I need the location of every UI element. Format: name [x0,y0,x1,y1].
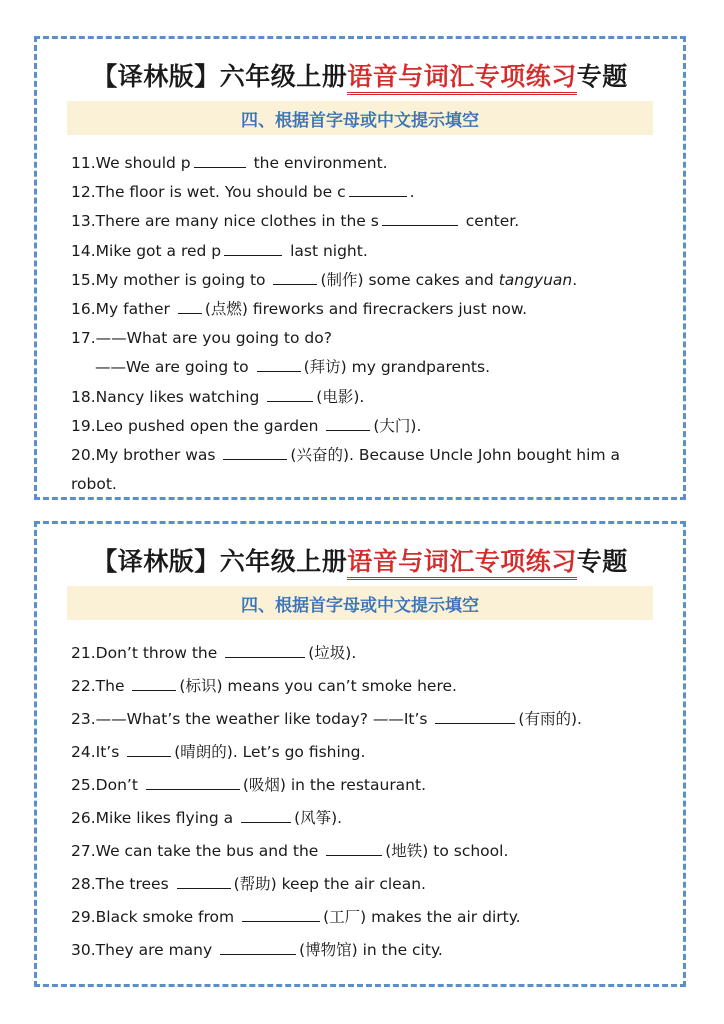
title-highlight: 语音与词汇专项练习 [347,62,577,95]
answer-blank[interactable] [435,708,515,724]
question-29: 29.Black smoke from (工厂) makes the air dirty. [71,908,521,926]
section-banner: 四、根据首字母或中文提示填空 [67,586,653,620]
question-23: 23.——What’s the weather like today? ——It’s (有雨的). [71,710,582,728]
question-26: 26.Mike likes flying a (风筝). [71,809,343,827]
title-highlight: 语音与词汇专项练习 [347,547,577,580]
answer-blank[interactable] [224,240,282,256]
question-28: 28.The trees (帮助) keep the air clean. [71,875,426,893]
worksheet-card-1 [34,36,686,500]
question-20-continued: robot. [71,475,117,494]
answer-blank[interactable] [225,642,305,658]
title-prefix: 【译林版】六年级上册 [92,547,348,576]
question-14: 14.Mike got a red p last night. [71,241,368,260]
answer-blank[interactable] [326,415,370,431]
question-list [71,637,653,967]
answer-blank[interactable] [241,807,291,823]
answer-blank[interactable] [242,906,320,922]
answer-blank[interactable] [220,939,296,955]
question-16: 16.My father (点燃) fireworks and firecrackers just now. [71,299,528,318]
question-11: 11.We should p the environment. [71,154,388,172]
answer-blank[interactable] [267,386,313,402]
answer-blank[interactable] [349,181,407,197]
question-13: 13.There are many nice clothes in the s center. [71,212,520,231]
question-24: 24.It’s (晴朗的). Let’s go fishing. [71,743,366,761]
question-12: 12.The floor is wet. You should be c . [71,183,415,202]
question-22: 22.The (标识) means you can’t smoke here. [71,677,457,695]
question-21: 21.Don’t throw the (垃圾). [71,644,357,662]
question-17-reply: ——We are going to (拜访) my grandparents. [95,358,490,377]
question-list [71,149,653,499]
question-30: 30.They are many (博物馆) in the city. [71,941,443,959]
worksheet-card-2 [34,521,686,987]
answer-blank[interactable] [326,840,382,856]
worksheet-title [37,542,683,578]
title-prefix: 【译林版】六年级上册 [92,62,348,91]
answer-blank[interactable] [177,873,231,889]
title-suffix: 专题 [576,62,628,91]
question-20: 20.My brother was (兴奋的). Because Uncle John bought him a [71,445,620,464]
question-17: 17.——What are you going to do? [71,329,332,348]
answer-blank[interactable] [127,741,171,757]
answer-blank[interactable] [223,444,287,460]
question-25: 25.Don’t (吸烟) in the restaurant. [71,776,427,794]
title-suffix: 专题 [576,547,628,576]
question-18: 18.Nancy likes watching (电影). [71,387,365,406]
question-19: 19.Leo pushed open the garden (大门). [71,416,422,435]
section-banner: 四、根据首字母或中文提示填空 [67,101,653,135]
answer-blank[interactable] [132,675,176,691]
question-15: 15.My mother is going to (制作) some cakes and tangyuan. [71,270,578,289]
answer-blank[interactable] [273,269,317,285]
answer-blank[interactable] [194,152,246,168]
question-27: 27.We can take the bus and the (地铁) to school. [71,842,509,860]
answer-blank[interactable] [382,210,458,226]
answer-blank[interactable] [146,774,240,790]
answer-blank[interactable] [257,356,301,372]
answer-blank[interactable] [178,298,202,314]
worksheet-title [37,57,683,93]
